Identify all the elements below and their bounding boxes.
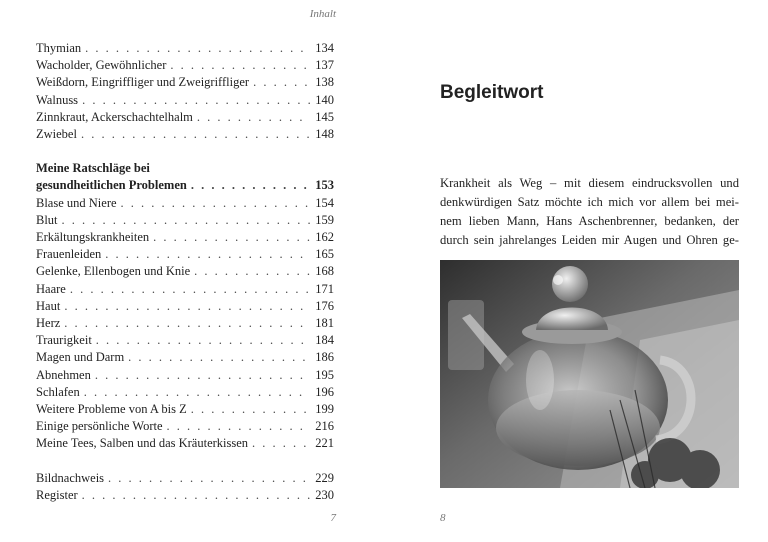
toc-entry-title: Weitere Probleme von A bis Z: [36, 402, 187, 417]
toc-spacer: [36, 453, 334, 470]
toc-leader-dots: [81, 126, 310, 143]
toc-entry: [36, 74, 334, 91]
toc-entry: [36, 263, 334, 280]
toc-leader-dots: [191, 401, 310, 418]
toc-entry-page: 165: [315, 247, 334, 262]
toc-entry-page: 229: [315, 470, 334, 485]
toc-entry: [36, 384, 334, 401]
toc-entry-page: 137: [315, 58, 334, 73]
toc-entry: [36, 487, 334, 504]
toc-entry-page: 159: [315, 212, 334, 227]
toc-entry-title: Blut: [36, 212, 58, 227]
toc-entry-page: 199: [315, 402, 334, 417]
toc-leader-dots: [96, 332, 310, 349]
toc-entry-title: Erkältungskrankheiten: [36, 230, 150, 245]
toc-entry-title: Schlafen: [36, 384, 80, 399]
toc-entry: [36, 212, 334, 229]
toc-entry-page: 168: [315, 264, 334, 279]
toc-entry-page: 140: [315, 92, 334, 107]
toc-leader-dots: [70, 281, 310, 298]
toc-entry-page: 138: [315, 75, 334, 90]
right-page: [384, 0, 768, 542]
toc-leader-dots: [253, 74, 310, 91]
toc-entry-title: Meine Tees, Salben und das Kräuterkissen: [36, 436, 249, 451]
toc-entry-page: 195: [315, 367, 334, 382]
toc-entry: [36, 435, 334, 452]
toc-entry-page: 134: [315, 41, 334, 55]
running-head: Inhalt: [309, 8, 336, 20]
toc-leader-dots: [194, 263, 310, 280]
chapter-title: Begleitwort: [440, 82, 544, 103]
toc-section-heading-line1: Meine Ratschläge bei: [36, 161, 150, 176]
toc-leader-dots: [197, 109, 310, 126]
toc-entry: [36, 401, 334, 418]
toc-entry: [36, 332, 334, 349]
body-line: denkwürdigen Satz möchte ich mich vor allem bei mei-: [440, 195, 739, 209]
toc-entry: [36, 418, 334, 435]
toc-entry-page: 176: [315, 298, 334, 313]
toc-entry-page: 162: [315, 230, 334, 245]
toc-entry-title: Haare: [36, 281, 66, 296]
page-number-right: 8: [440, 512, 446, 524]
toc-entry-title: Einige persönliche Worte: [36, 419, 163, 434]
page-number-left: 7: [330, 512, 336, 524]
body-text: [440, 174, 739, 250]
toc-leader-dots: [95, 367, 310, 384]
toc-leader-dots: [84, 384, 310, 401]
toc-section-heading-line2: gesundheitlichen Problemen: [36, 178, 187, 193]
toc-leader-dots: [85, 40, 310, 57]
toc-entry-page: 148: [315, 127, 334, 142]
toc-entry: [36, 109, 334, 126]
toc-entry-title: Gelenke, Ellenbogen und Knie: [36, 264, 191, 279]
toc-leader-dots: [82, 487, 310, 504]
toc-entry: [36, 315, 334, 332]
toc-leader-dots: [105, 246, 310, 263]
table-of-contents: [36, 40, 334, 504]
toc-leader-dots: [108, 470, 310, 487]
toc-entry-page: 221: [315, 436, 334, 451]
toc-leader-dots: [167, 418, 310, 435]
toc-entry-title: Walnuss: [36, 92, 79, 107]
toc-entry: [36, 40, 334, 57]
toc-leader-dots: [62, 212, 310, 229]
glass-teapot-photo: [440, 260, 739, 488]
toc-leader-dots: [153, 229, 310, 246]
toc-entry-page: 186: [315, 350, 334, 365]
toc-section-page: 153: [315, 178, 334, 193]
toc-entry-title: Zwiebel: [36, 127, 77, 142]
toc-entry: [36, 298, 334, 315]
toc-entry-title: Frauenleiden: [36, 247, 102, 262]
toc-entry-title: Weißdorn, Eingriffliger und Zweigriffliger: [36, 75, 250, 90]
toc-entry-title: Wacholder, Gewöhnlicher: [36, 58, 167, 73]
toc-entry-page: 230: [315, 487, 334, 502]
toc-entry: [36, 367, 334, 384]
toc-section-heading: [36, 160, 334, 194]
toc-entry-page: 181: [315, 316, 334, 331]
toc-entry-page: 145: [315, 109, 334, 124]
body-line: Krankheit als Weg – mit diesem eindrucksvollen und: [440, 176, 739, 190]
toc-entry-title: Haut: [36, 298, 61, 313]
toc-entry-title: Zinnkraut, Ackerschachtelhalm: [36, 109, 193, 124]
toc-leader-dots: [128, 349, 310, 366]
toc-entry-title: Bildnachweis: [36, 470, 105, 485]
body-line: durch sein jahrelanges Leiden mir Augen und Ohren ge-: [440, 233, 739, 247]
toc-entry-title: Traurigkeit: [36, 333, 92, 348]
toc-entry-page: 154: [315, 195, 334, 210]
toc-entry-title: Herz: [36, 316, 61, 331]
toc-entry: [36, 349, 334, 366]
toc-leader-dots: [191, 177, 310, 194]
toc-entry: [36, 281, 334, 298]
toc-leader-dots: [64, 315, 310, 332]
toc-entry-title: Magen und Darm: [36, 350, 125, 365]
toc-entry-page: 184: [315, 333, 334, 348]
toc-entry-page: 216: [315, 419, 334, 434]
toc-entry: [36, 470, 334, 487]
toc-entry-title: Thymian: [36, 41, 82, 55]
toc-entry: [36, 126, 334, 143]
body-line: nem lieben Mann, Hans Aschenbrenner, bedanken, der: [440, 214, 739, 228]
toc-entry: [36, 229, 334, 246]
toc-leader-dots: [252, 435, 310, 452]
toc-entry-page: 171: [315, 281, 334, 296]
toc-leader-dots: [121, 195, 310, 212]
toc-entry: [36, 57, 334, 74]
toc-leader-dots: [170, 57, 310, 74]
toc-entry: [36, 195, 334, 212]
toc-entry: [36, 246, 334, 263]
toc-entry-title: Blase und Niere: [36, 195, 117, 210]
toc-entry-page: 196: [315, 384, 334, 399]
toc-entry-title: Register: [36, 487, 78, 502]
toc-leader-dots: [82, 92, 310, 109]
toc-entry-title: Abnehmen: [36, 367, 91, 382]
toc-entry: [36, 92, 334, 109]
toc-leader-dots: [64, 298, 310, 315]
